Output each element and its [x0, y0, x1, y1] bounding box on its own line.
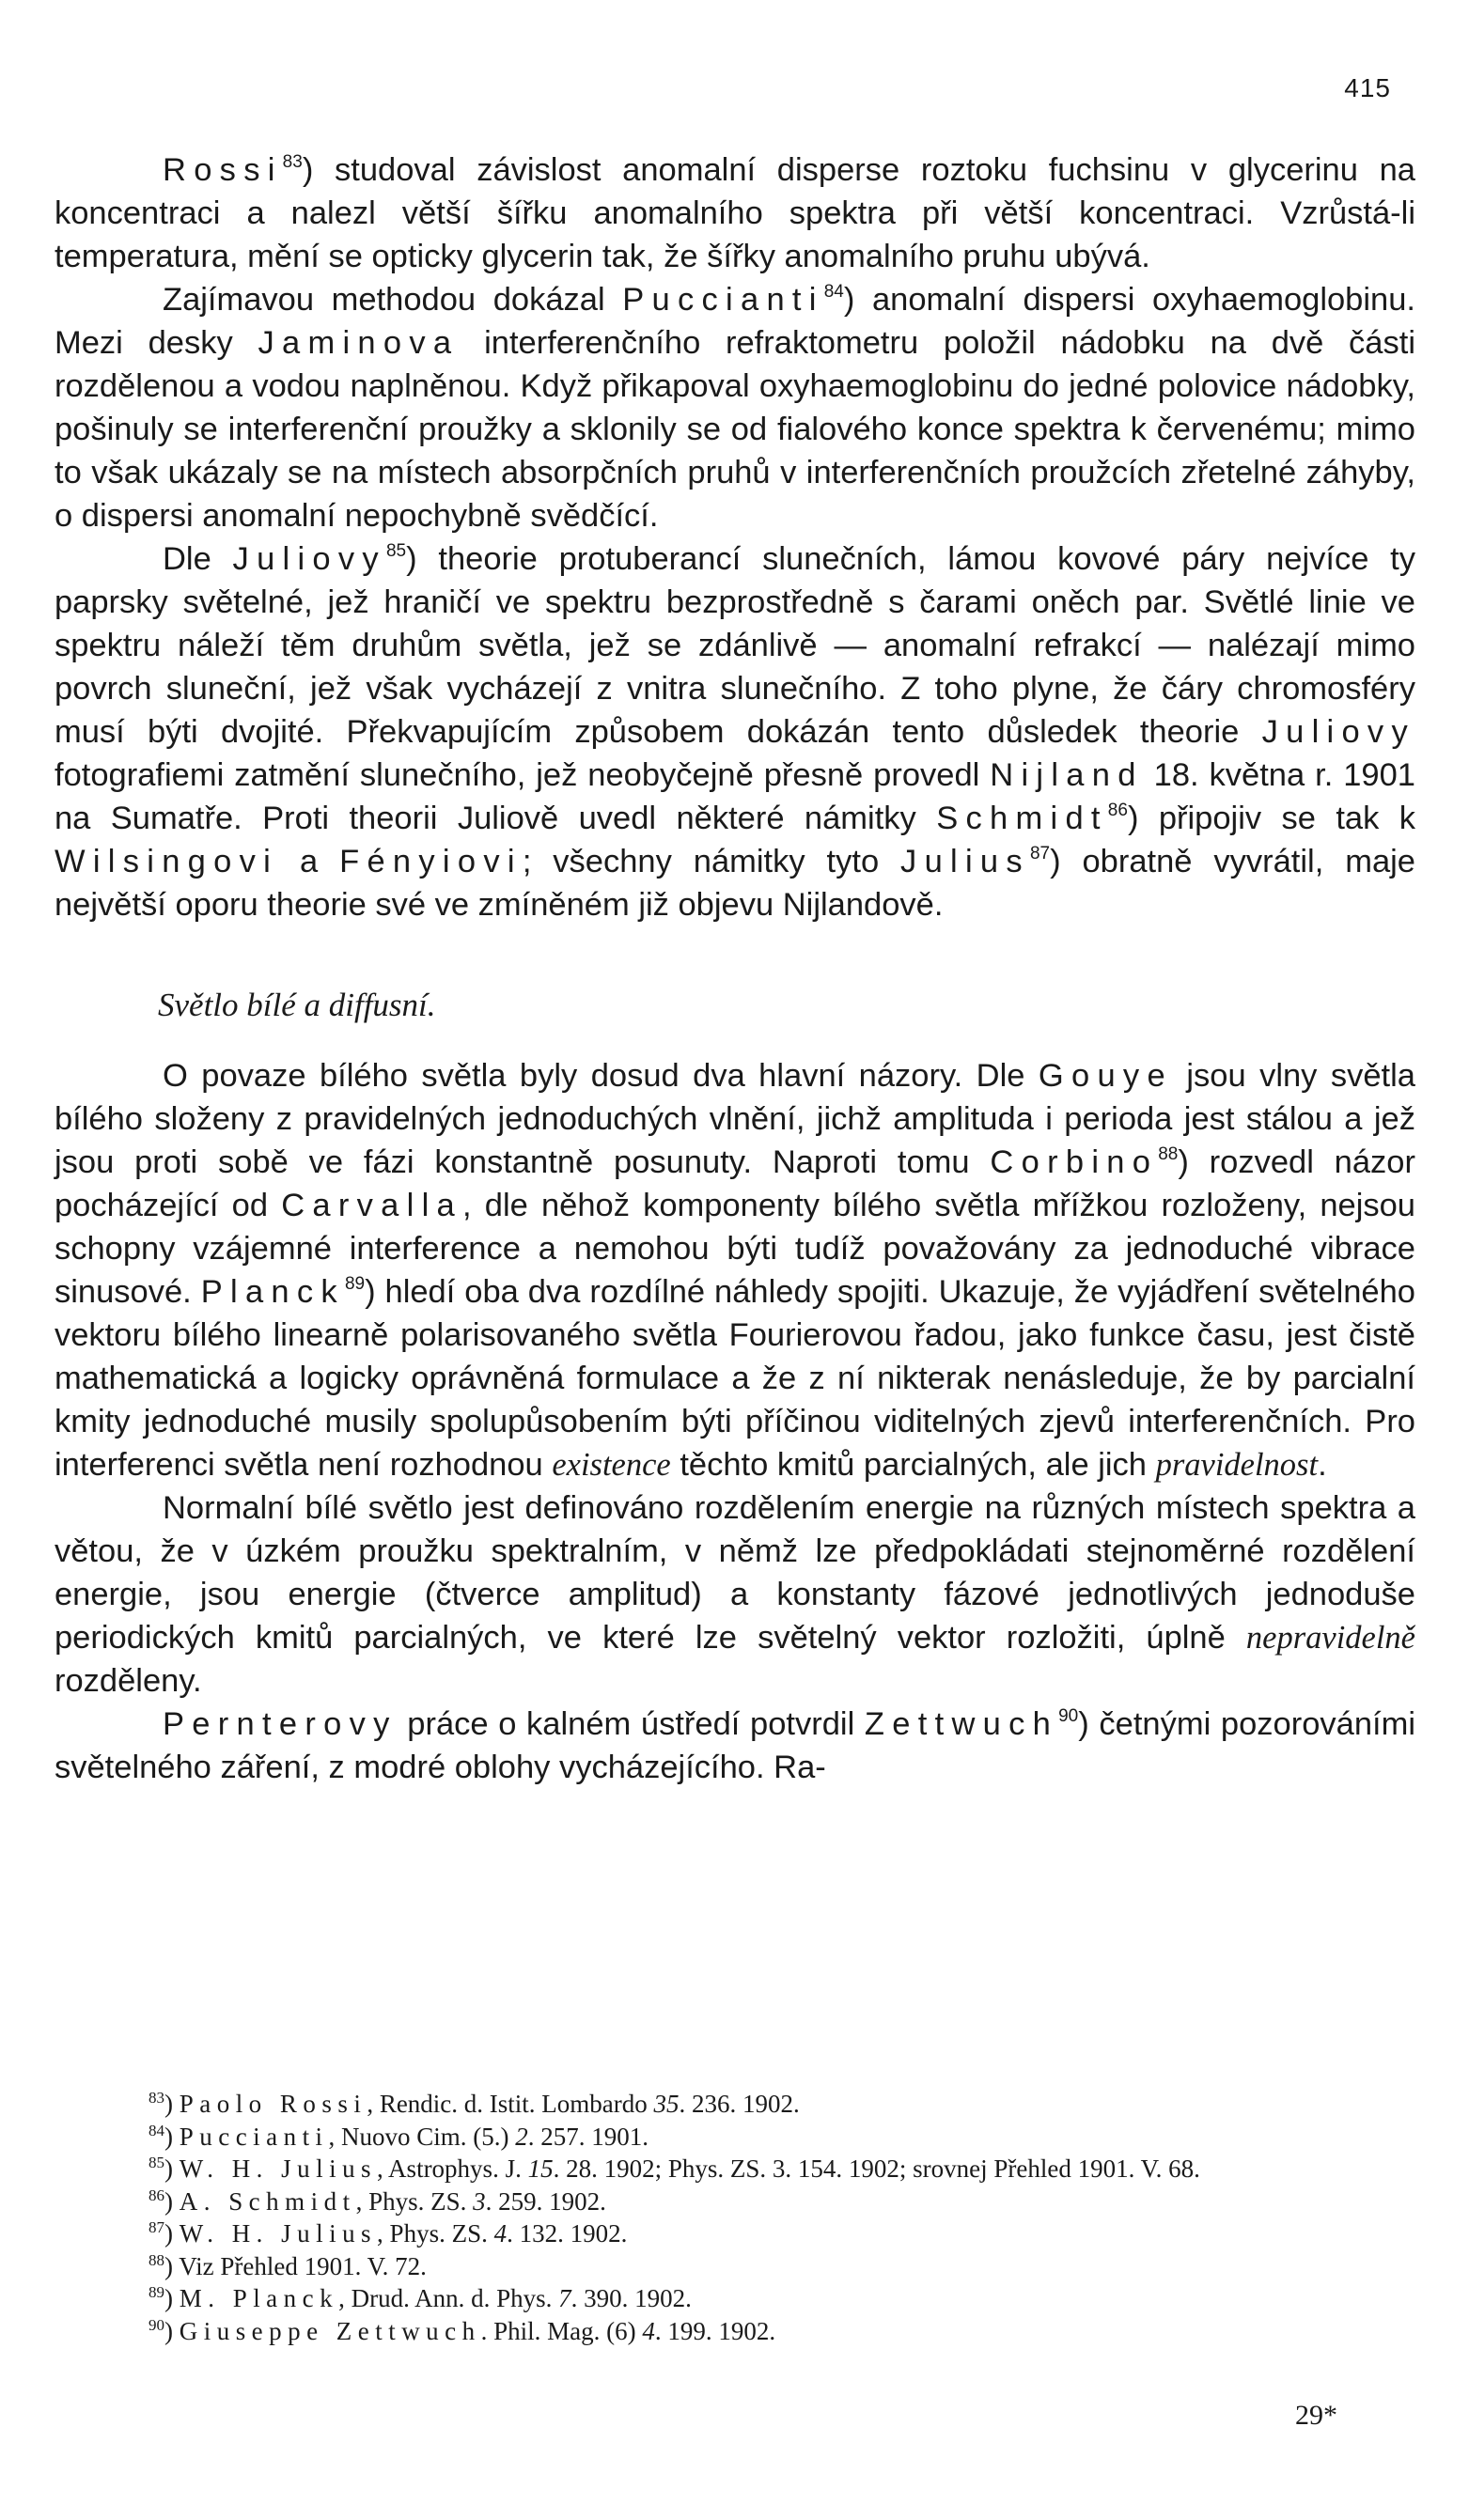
paragraph-julius	[55, 537, 1415, 926]
footnote: $^{87}$) W. H. Julius, Phys. ZS. 4. 132. 1902.	[148, 2218, 628, 2248]
footnote-ref: 87	[1029, 844, 1051, 863]
author-name: Puccianti	[622, 282, 824, 318]
author-name: Fényiovi	[339, 844, 523, 879]
paragraph-normal-light	[55, 1486, 1415, 1703]
footnote-number: 88	[148, 2250, 164, 2269]
paragraph-rossi	[55, 148, 1415, 278]
author-name: Zettwuch	[864, 1706, 1059, 1742]
footnote-author: Giuseppe Zettwuch	[179, 2316, 481, 2345]
paragraph-text: .	[1318, 1447, 1327, 1483]
footnote-volume: 15	[527, 2154, 554, 2183]
page-number: 415	[1344, 73, 1391, 102]
paragraph-text: ) studoval závislost anomalní disperse roztoku fuchsinu v glycerinu na koncentraci a nalezl větší šířku anomalního spektra při větší koncentraci. Vzrůstá-li temperatura, mění se opticky glycerin tak, že šířky anomalního pruhu ubývá.	[55, 152, 1415, 274]
footnote-ref: 89	[344, 1274, 366, 1294]
footnote-volume: 35	[653, 2090, 680, 2118]
author-name: Pernterovy	[163, 1706, 398, 1742]
paragraph-text: ) rozvedl názor pocházející od	[55, 1144, 1415, 1223]
paragraph-text: a	[278, 844, 340, 879]
paragraph-text: ) připojiv se tak k	[1127, 801, 1416, 836]
footnote-number: 85	[148, 2154, 164, 2171]
footnote: $^{86}$) A. Schmidt, Phys. ZS. 3. 259. 1902.	[148, 2186, 606, 2216]
footnote-text: . 236. 1902.	[679, 2090, 800, 2118]
footnote-author: Puccianti	[179, 2122, 329, 2151]
footnote-author: Paolo Rossi	[179, 2090, 367, 2118]
paragraph-white-light	[55, 1054, 1415, 1486]
paragraph-text: ; všechny námitky tyto	[522, 844, 901, 879]
footnote-text: , Astrophys. J.	[377, 2154, 528, 2183]
footnote-author: W. H. Julius	[179, 2219, 378, 2248]
paragraph-text: , dle něhož komponenty bílého světla mřížkou rozloženy, nejsou schopny vzájemné interference a nemohou býti tudíž považovány za jednoduché vibrace sinusové.	[55, 1188, 1415, 1310]
footnotes	[55, 2088, 1415, 2347]
footnote-text: . 28. 1902; Phys. ZS. 3. 154. 1902; srovnej Přehled 1901. V. 68.	[553, 2154, 1200, 2183]
footnote-number: 87	[148, 2218, 164, 2236]
footnote-text: , Drud. Ann. d. Phys.	[338, 2284, 559, 2312]
footnote: $^{84}$) Puccianti, Nuovo Cim. (5.) 2. 257. 1901.	[148, 2121, 649, 2151]
author-name: Juliovy	[1261, 714, 1415, 750]
footnote-text: Viz Přehled 1901. V. 72.	[179, 2251, 427, 2280]
footnote-text: . 199. 1902.	[654, 2316, 776, 2345]
author-name: Carvalla	[281, 1188, 463, 1223]
paragraph-text: rozděleny.	[55, 1663, 202, 1699]
author-name: Rossi	[163, 152, 283, 188]
footnote-ref: 88	[1158, 1144, 1179, 1164]
emphasis: pravidelnost	[1155, 1447, 1319, 1483]
footnote-text: , Rendic. d. Istit. Lombardo	[367, 2090, 654, 2118]
footnote-volume: 3	[473, 2186, 486, 2216]
footnote: $^{89}$) M. Planck, Drud. Ann. d. Phys. 7. 390. 1902.	[148, 2283, 692, 2312]
paragraph-text: Dle	[163, 541, 233, 577]
footnote-text: . 259. 1902.	[485, 2186, 606, 2216]
author-name: Wilsingovi	[55, 844, 279, 879]
paragraph-zettwuch	[55, 1703, 1415, 1789]
paragraph-text: Zajímavou methodou dokázal	[163, 282, 623, 318]
author-name: Corbino	[990, 1144, 1159, 1180]
author-name: Schmidt	[936, 801, 1108, 836]
signature-mark: 29*	[1295, 2400, 1337, 2431]
paragraph-text: ) obratně vyvrátil, maje největší oporu theorie své ve zmíněném již objevu Nijlandově.	[55, 844, 1415, 923]
paragraph-text: interferenčního refraktometru položil nádobku na dvě části rozdělenou a vodou naplněnou. Když přikapoval oxyhaemoglobinu do jedné polovice nádobky, pošinuly se interferenční proužky a sklonily se od fialového konce spektra k červenému; mimo to však ukázaly se na místech absorpčních pruhů v interferenčních proužcích zřetelné záhyby, o dispersi anomalní nepochybně svědčící.	[55, 325, 1415, 534]
author-name: Jaminova	[258, 325, 460, 361]
paragraph-text: ) anomalní dispersi oxyhaemoglobinu. Mezi desky	[55, 282, 1415, 361]
footnote-ref: 84	[823, 282, 844, 302]
paragraph-text: ) theorie protuberancí slunečních, lámou kovové páry nejvíce ty paprsky světelné, jež hraničí ve spektru bezprostředně s čarami oněch par. Světlé linie ve spektru náleží těm druhům světla, jež se zdánlivě — anomalní refrakcí — nalézají mimo povrch sluneční, jež však vycházejí z vnitra slunečního. Z toho plyne, že čáry chromosféry musí býti dvojité. Překvapujícím způsobem dokázán tento důsledek theorie	[55, 541, 1415, 750]
footnote-text: . 132. 1902.	[507, 2219, 628, 2248]
footnote: $^{88}$) Viz Přehled 1901. V. 72.	[148, 2250, 427, 2280]
footnote-text: . 390. 1902.	[570, 2284, 692, 2312]
emphasis: nepravidelně	[1245, 1620, 1415, 1656]
emphasis: existence	[552, 1447, 671, 1483]
footnote-author: A. Schmidt	[179, 2186, 356, 2216]
footnote-text: . 257. 1901.	[527, 2122, 649, 2151]
section-heading: Světlo bílé a diffusní.	[158, 987, 436, 1023]
footnote-number: 86	[148, 2186, 164, 2204]
footnote-number: 83	[148, 2089, 164, 2107]
main-text	[55, 148, 1415, 1789]
footnote-text: , Phys. ZS.	[355, 2186, 474, 2216]
author-name: Planck	[200, 1274, 345, 1310]
paragraph-text: 18. května r. 1901 na Sumatře. Proti theorii Juliově uvedl některé námitky	[55, 757, 1415, 836]
paragraph-text: Normalní bílé světlo jest definováno rozdělením energie na různých místech spektra a větou, že v úzkém proužku spektralním, v němž lze předpokládati stejnoměrné rozdělení energie, jsou energie (čtverce amplitud) a konstanty fázové jednotlivých jednoduše periodických kmitů parcialných, ve které lze světelný vektor rozložiti, úplně	[55, 1490, 1415, 1656]
paragraph-text: ) četnými pozorováními světelného záření, z modré oblohy vycházejícího. Ra-	[55, 1706, 1415, 1785]
footnote-text: , Phys. ZS.	[377, 2219, 494, 2248]
footnote-text: . Phil. Mag. (6)	[480, 2316, 643, 2345]
paragraph-puccianti	[55, 278, 1415, 537]
footnote-author: M. Planck	[179, 2284, 339, 2312]
paragraph-text: práce o kalném ústředí potvrdil	[397, 1706, 865, 1742]
paragraph-text: fotografiemi zatmění slunečního, jež neobyčejně přesně provedl	[55, 757, 991, 793]
footnote-volume: 2	[515, 2122, 528, 2151]
paragraph-text: O povaze bílého světla byly dosud dva hlavní názory. Dle	[163, 1058, 1039, 1094]
footnote-volume: 4	[642, 2316, 655, 2345]
footnote-text: , Nuovo Cim. (5.)	[328, 2122, 516, 2151]
footnote-number: 84	[148, 2121, 164, 2139]
author-name: Nijland	[990, 757, 1144, 793]
footnote-number: 89	[148, 2283, 164, 2301]
footnote-author: W. H. Julius	[179, 2154, 378, 2183]
author-name: Julius	[900, 844, 1030, 879]
author-name: Juliovy	[232, 541, 386, 577]
footnote: $^{83}$) Paolo Rossi, Rendic. d. Istit. Lombardo 35. 236. 1902.	[148, 2089, 800, 2118]
footnote-ref: 86	[1107, 801, 1128, 820]
paragraph-text: ) hledí oba dva rozdílné náhledy spojiti. Ukazuje, že vyjádření světelného vektoru bílého linearně polarisovaného světla Fourierovou řadou, jako funkce času, jest čistě mathematická a logicky oprávněná formulace a že z ní nikterak nenásleduje, že by parcialní kmity jednoduché musily spolupůsobením býti příčinou viditelných zjevů interferenčních. Pro interferenci světla není rozhodnou	[55, 1274, 1415, 1483]
footnote-ref: 90	[1058, 1706, 1079, 1726]
footnote-ref: 83	[282, 152, 303, 172]
footnote-volume: 4	[493, 2219, 508, 2248]
footnote: $^{85}$) W. H. Julius, Astrophys. J. 15. 28. 1902; Phys. ZS. 3. 154. 1902; srovnej Přehled 1901. V. 68.	[148, 2154, 1200, 2183]
footnote-volume: 7	[558, 2284, 571, 2312]
author-name: Gouye	[1038, 1058, 1173, 1094]
paragraph-text: jsou vlny světla bílého složeny z pravidelných jednoduchých vlnění, jichž amplituda i perioda jest stálou a jež jsou proti sobě ve fázi konstantně posunuty. Naproti tomu	[55, 1058, 1415, 1180]
paragraph-text: těchto kmitů parcialných, ale jich	[670, 1447, 1156, 1483]
footnote: $^{90}$) Giuseppe Zettwuch. Phil. Mag. (6) 4. 199. 1902.	[148, 2315, 776, 2345]
footnote-number: 90	[148, 2315, 164, 2334]
footnote-ref: 85	[385, 541, 407, 561]
